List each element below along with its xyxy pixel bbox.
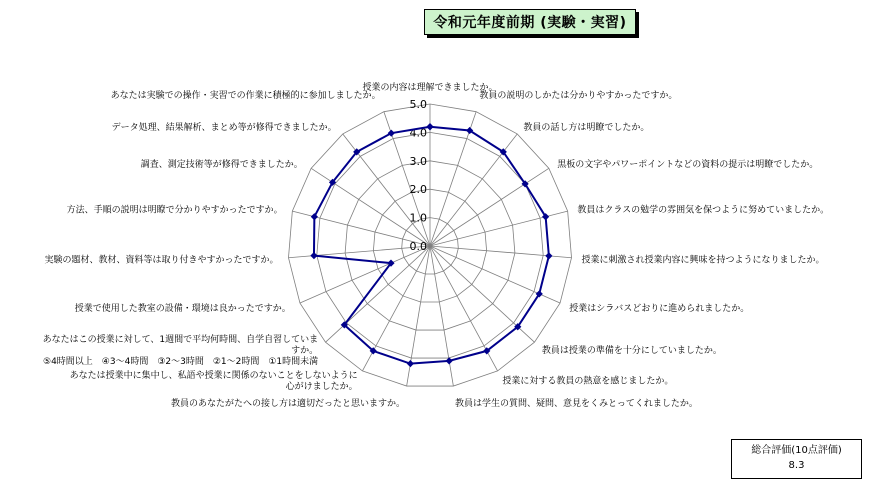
category-label: 授業に対する教員の熱意を感じましたか。: [502, 376, 674, 387]
category-label: 授業に刺激され授業内容に興味を持つようになりましたか。: [581, 255, 825, 266]
category-label: 授業はシラバスどおりに進められましたか。: [569, 304, 750, 315]
category-label: 教員は授業の準備を十分にしていましたか。: [541, 345, 722, 356]
category-label: 教員は学生の質問、疑問、意見をくみとってくれましたか。: [455, 398, 698, 409]
overall-score-value: 8.3: [788, 460, 805, 471]
overall-score-label: 総合評価(10点評価): [751, 445, 842, 456]
category-label: 実験の題材、教材、資料等は取り付きやすかったですか。: [44, 255, 279, 266]
category-label: 方法、手順の説明は明瞭で分かりやすかったですか。: [66, 205, 283, 216]
category-label: 授業で使用した教室の設備・環境は良かったですか。: [74, 304, 291, 315]
overall-score-box: [731, 439, 862, 479]
category-label: 教員の説明のしかたは分かりやすかったですか。: [479, 91, 678, 102]
grid-spoke: [311, 168, 430, 246]
grid-spoke: [300, 246, 430, 303]
category-label: 授業の内容は理解できましたか。: [362, 83, 498, 93]
tick-label: 5.0: [409, 98, 427, 111]
data-point: [310, 252, 317, 259]
tick-label: 2.0: [409, 183, 427, 197]
category-label: あなたはこの授業に対して、1週間で平均何時間、自学自習していますか。 ⑤4時間以上 ④3～4時間 ③2～3時間 ②1～2時間 ①1時間未満: [42, 334, 319, 367]
category-label: 黒板の文字やパワーポイントなどの資料の提示は明瞭でしたか。: [557, 159, 819, 170]
category-label: あなたは授業中に集中し、私語や授業に関係のないことをしないように心がけましたか。: [69, 371, 358, 393]
category-label: 教員はクラスの勉学の雰囲気を保つように努めていましたか。: [577, 205, 830, 216]
grid-spoke: [326, 246, 430, 342]
data-point: [388, 130, 395, 137]
category-label: あなたは実験での操作・実習での作業に積極的に参加しましたか。: [110, 91, 381, 102]
category-label: 教員のあなたがたへの接し方は適切だったと思いますか。: [170, 398, 405, 409]
tick-label: 3.0: [409, 154, 427, 168]
chart-title-text: 令和元年度前期 (実験・実習): [433, 15, 627, 31]
radar-category-labels: [43, 81, 829, 409]
data-point: [311, 213, 318, 220]
tick-label: 1.0: [409, 211, 427, 225]
category-label: 調査、測定技術等が修得できましたか。: [140, 159, 303, 170]
category-label: データ処理、結果解析、まとめ等が修得できましたか。: [111, 123, 337, 134]
category-label: 教員の話し方は明瞭でしたか。: [523, 123, 650, 134]
data-point: [407, 360, 414, 367]
tick-label: 4.0: [409, 126, 427, 140]
data-point: [426, 123, 433, 130]
grid-spoke: [430, 168, 549, 246]
data-point: [545, 252, 552, 259]
tick-label: 0.0: [409, 240, 427, 253]
